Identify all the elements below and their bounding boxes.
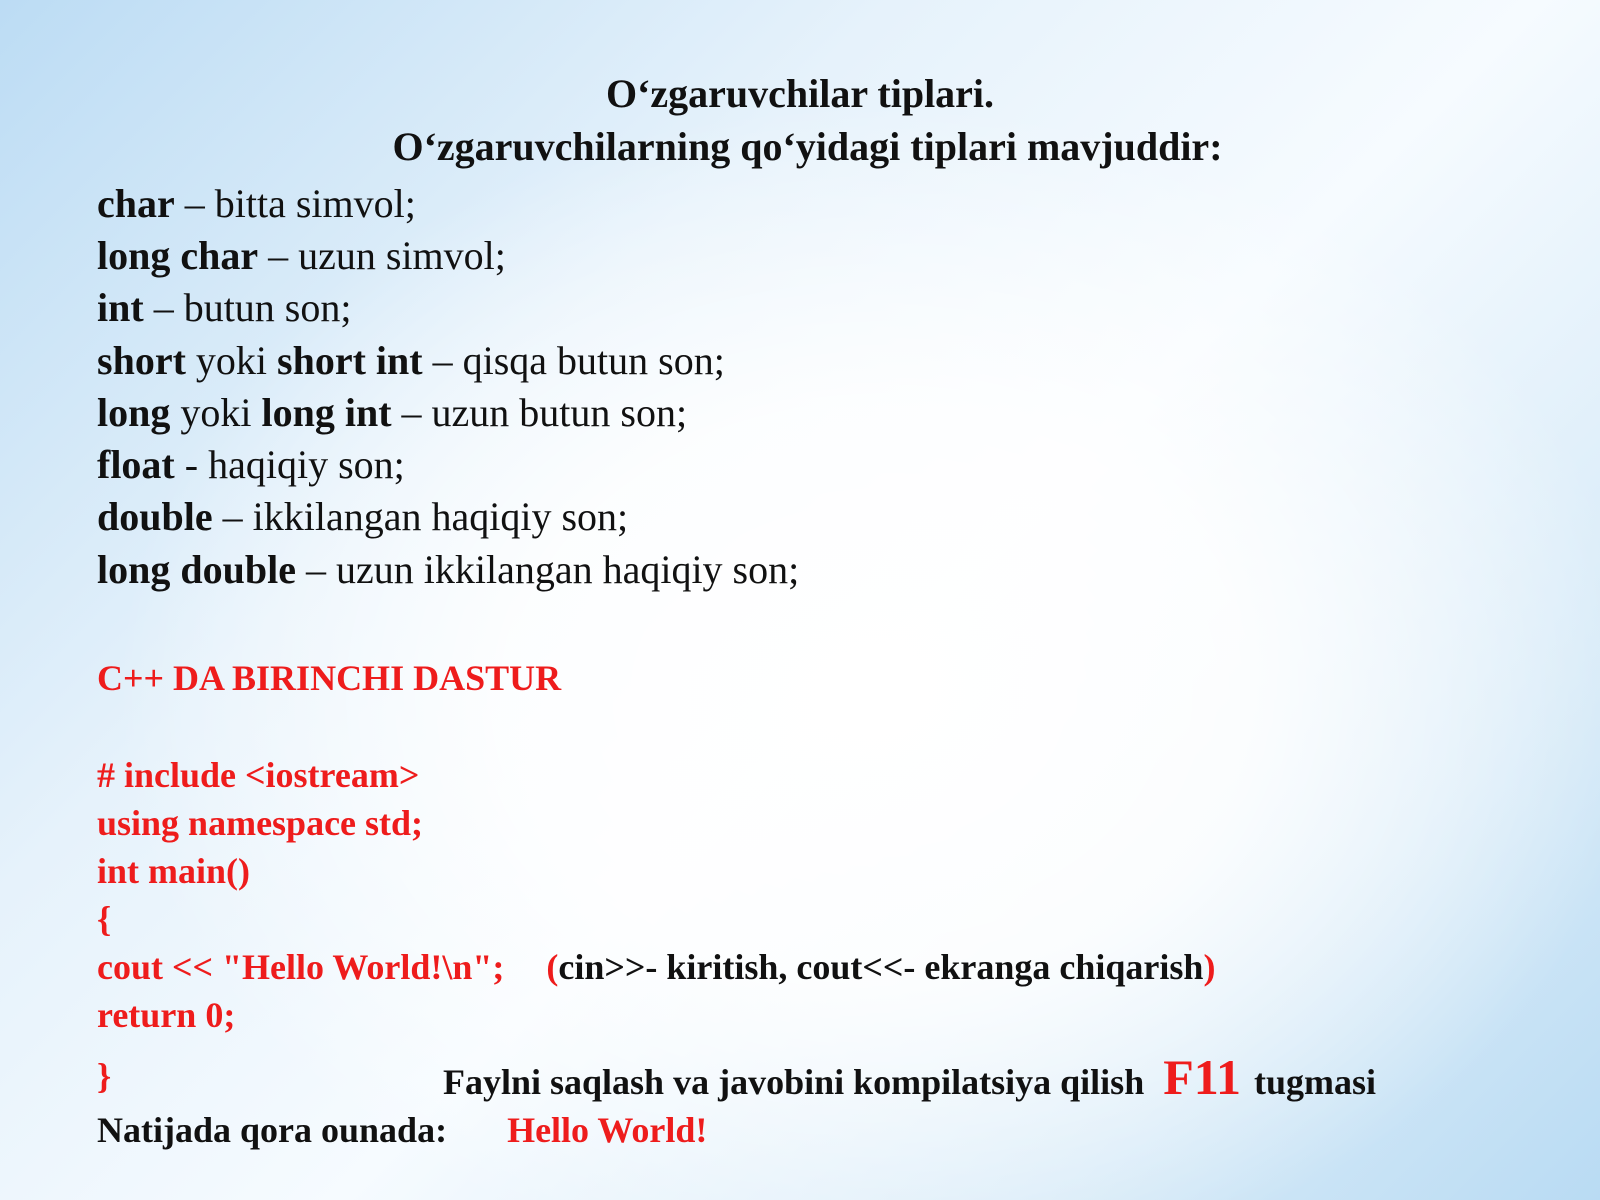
code-cout-statement: cout << "Hello World!\n"; [97,947,505,987]
type-item-long-char [97,232,506,280]
code-line-cout [97,945,1215,989]
type-keyword-alt: long int [261,390,392,435]
section-heading: C++ DA BIRINCHI DASTUR [97,658,562,698]
type-connector: yoki [185,338,278,383]
type-keyword: short [97,338,186,383]
type-description: - haqiqiy son; [174,442,405,487]
type-item-char [97,180,416,228]
result-line [97,1108,707,1152]
type-keyword: int [97,285,144,330]
type-keyword: char [97,181,175,226]
type-description: – uzun simvol; [258,233,506,278]
io-note: cin>>- kiritish, cout<<- ekranga chiqarish [558,947,1204,987]
type-description: – qisqa butun son; [422,338,725,383]
code-line-close-brace: } [97,1056,112,1096]
type-item-long-double [97,546,799,594]
f11-key: F11 [1163,1049,1242,1105]
code-line-namespace: using namespace std; [97,803,424,843]
type-item-float [97,441,405,489]
slide-subtitle: O‘zgaruvchilarning qo‘yidagi tiplari mavjuddir: [392,124,1223,169]
type-keyword: float [97,442,175,487]
note-paren-close: ) [1203,947,1216,987]
note-paren-open: ( [546,947,559,987]
result-label: Natijada qora ounada: [97,1110,448,1150]
code-line-open-brace: { [97,899,112,939]
compile-note-text: Faylni saqlash va javobini kompilatsiya qilish [443,1062,1145,1102]
slide-title: O‘zgaruvchilar tiplari. [605,71,995,116]
type-item-int [97,284,351,332]
type-item-long [97,389,687,437]
code-line-return: return 0; [97,995,236,1035]
type-keyword: long double [97,547,296,592]
type-item-double [97,493,628,541]
type-connector: yoki [170,390,262,435]
type-description: – butun son; [143,285,352,330]
type-keyword: double [97,494,213,539]
type-keyword-alt: short int [277,338,423,383]
type-description: – ikkilangan haqiqiy son; [212,494,629,539]
compile-note [443,1050,1376,1109]
type-item-short [97,337,725,385]
compile-note-suffix: tugmasi [1254,1062,1377,1102]
type-keyword: long char [97,233,259,278]
code-line-main: int main() [97,851,250,891]
type-description: – uzun ikkilangan haqiqiy son; [295,547,800,592]
type-description: – bitta simvol; [174,181,416,226]
type-keyword: long [97,390,171,435]
code-line-include: # include <iostream> [97,755,420,795]
type-description: – uzun butun son; [391,390,688,435]
result-value: Hello World! [507,1110,708,1150]
